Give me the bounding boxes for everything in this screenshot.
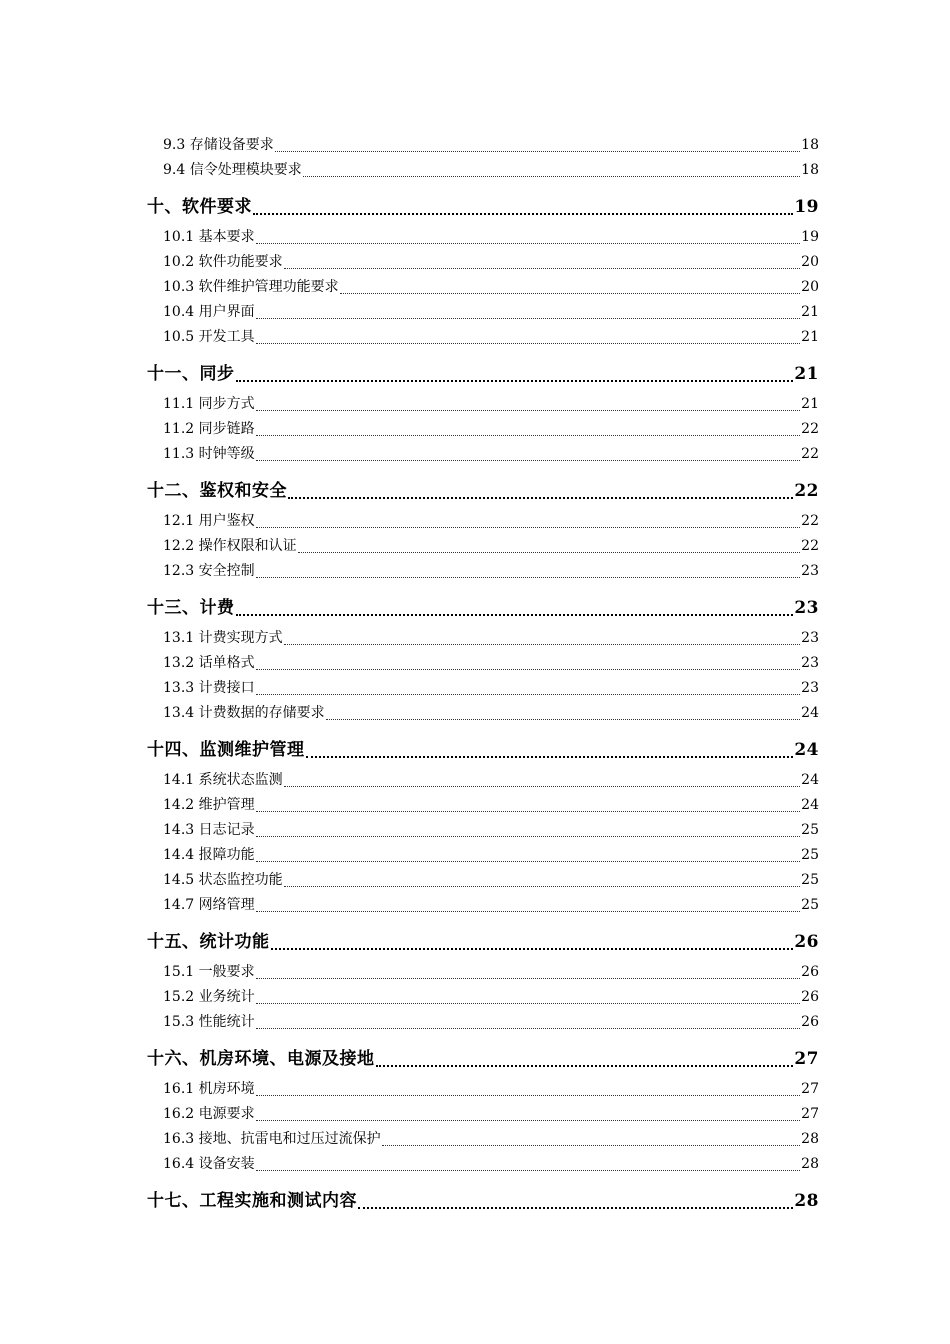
dot-leader — [236, 379, 794, 382]
toc-page-number: 23 — [801, 630, 819, 646]
toc-page-number: 25 — [801, 847, 819, 863]
toc-page-number: 23 — [794, 598, 819, 618]
toc-section-entry[interactable] — [147, 442, 819, 467]
toc-section-entry[interactable] — [147, 893, 819, 918]
toc-entry-title: 十、软件要求 — [147, 197, 252, 217]
toc-section-entry[interactable] — [147, 1010, 819, 1035]
dot-leader — [298, 551, 801, 553]
toc-page-number: 23 — [801, 563, 819, 579]
toc-page-number: 24 — [801, 797, 819, 813]
toc-entry-title: 14.5 状态监控功能 — [163, 872, 283, 888]
dot-leader — [256, 977, 801, 979]
toc-entry-title: 十七、工程实施和测试内容 — [147, 1191, 357, 1211]
toc-chapter-entry[interactable] — [147, 925, 819, 959]
toc-chapter-entry[interactable] — [147, 190, 819, 224]
toc-page-number: 24 — [801, 772, 819, 788]
toc-page-number: 25 — [801, 897, 819, 913]
toc-entry-title: 十三、计费 — [147, 598, 235, 618]
dot-leader — [271, 947, 794, 950]
toc-section-entry[interactable] — [147, 768, 819, 793]
toc-page-number: 27 — [801, 1106, 819, 1122]
toc-page-number: 22 — [801, 513, 819, 529]
toc-section-entry[interactable] — [147, 250, 819, 275]
toc-entry-title: 11.2 同步链路 — [163, 421, 255, 437]
toc-page-number: 22 — [801, 421, 819, 437]
toc-page-number: 26 — [801, 964, 819, 980]
toc-entry-title: 15.2 业务统计 — [163, 989, 255, 1005]
toc-section-entry[interactable] — [147, 225, 819, 250]
toc-entry-title: 16.3 接地、抗雷电和过压过流保护 — [163, 1131, 381, 1147]
toc-section-entry[interactable] — [147, 133, 819, 158]
toc-entry-title: 11.3 时钟等级 — [163, 446, 255, 462]
toc-entry-title: 12.3 安全控制 — [163, 563, 255, 579]
dot-leader — [284, 643, 801, 645]
dot-leader — [256, 835, 801, 837]
toc-entry-title: 10.5 开发工具 — [163, 329, 255, 345]
toc-page-number: 27 — [801, 1081, 819, 1097]
toc-page-number: 24 — [801, 705, 819, 721]
toc-section-entry[interactable] — [147, 1077, 819, 1102]
toc-page-number: 24 — [794, 740, 819, 760]
toc-page-number: 21 — [801, 396, 819, 412]
toc-entry-title: 14.1 系统状态监测 — [163, 772, 283, 788]
toc-section-entry[interactable] — [147, 1152, 819, 1177]
toc-section-entry[interactable] — [147, 392, 819, 417]
toc-chapter-entry[interactable] — [147, 1042, 819, 1076]
toc-section-entry[interactable] — [147, 275, 819, 300]
toc-page-number: 26 — [801, 989, 819, 1005]
toc-entry-title: 14.4 报障功能 — [163, 847, 255, 863]
dot-leader — [306, 755, 794, 758]
toc-entry-title: 16.4 设备安装 — [163, 1156, 255, 1172]
toc-page-number: 22 — [794, 481, 819, 501]
toc-page-number: 27 — [794, 1049, 819, 1069]
toc-page-number: 18 — [801, 137, 819, 153]
toc-entry-title: 10.2 软件功能要求 — [163, 254, 283, 270]
dot-leader — [236, 613, 794, 616]
toc-entry-title: 10.1 基本要求 — [163, 229, 255, 245]
toc-page-number: 22 — [801, 538, 819, 554]
dot-leader — [256, 1002, 801, 1004]
dot-leader — [275, 150, 800, 152]
toc-chapter-entry[interactable] — [147, 357, 819, 391]
dot-leader — [358, 1206, 793, 1209]
toc-page-number: 28 — [794, 1191, 819, 1211]
dot-leader — [288, 496, 793, 499]
dot-leader — [256, 459, 801, 461]
dot-leader — [284, 785, 801, 787]
toc-entry-title: 9.4 信令处理模块要求 — [163, 162, 302, 178]
toc-section-entry[interactable] — [147, 843, 819, 868]
dot-leader — [284, 267, 801, 269]
toc-section-entry[interactable] — [147, 300, 819, 325]
dot-leader — [256, 317, 801, 319]
toc-entry-title: 9.3 存储设备要求 — [163, 137, 274, 153]
toc-entry-title: 12.2 操作权限和认证 — [163, 538, 297, 554]
toc-page-number: 21 — [801, 304, 819, 320]
toc-page-number: 23 — [801, 680, 819, 696]
toc-section-entry[interactable] — [147, 818, 819, 843]
toc-section-entry[interactable] — [147, 158, 819, 183]
dot-leader — [284, 885, 801, 887]
toc-page-number: 26 — [801, 1014, 819, 1030]
toc-page-number: 21 — [801, 329, 819, 345]
toc-page-number: 22 — [801, 446, 819, 462]
toc-section-entry[interactable] — [147, 701, 819, 726]
table-of-contents — [147, 133, 819, 1219]
toc-page-number: 20 — [801, 279, 819, 295]
toc-entry-title: 12.1 用户鉴权 — [163, 513, 255, 529]
toc-entry-title: 14.2 维护管理 — [163, 797, 255, 813]
dot-leader — [326, 718, 801, 720]
toc-section-entry[interactable] — [147, 559, 819, 584]
toc-section-entry[interactable] — [147, 793, 819, 818]
toc-page-number: 21 — [794, 364, 819, 384]
toc-entry-title: 15.3 性能统计 — [163, 1014, 255, 1030]
dot-leader — [256, 342, 801, 344]
toc-entry-title: 10.3 软件维护管理功能要求 — [163, 279, 339, 295]
dot-leader — [256, 576, 801, 578]
toc-entry-title: 13.4 计费数据的存储要求 — [163, 705, 325, 721]
toc-section-entry[interactable] — [147, 676, 819, 701]
toc-section-entry[interactable] — [147, 1127, 819, 1152]
toc-entry-title: 10.4 用户界面 — [163, 304, 255, 320]
toc-section-entry[interactable] — [147, 626, 819, 651]
dot-leader — [256, 693, 801, 695]
dot-leader — [303, 175, 800, 177]
toc-entry-title: 14.7 网络管理 — [163, 897, 255, 913]
toc-entry-title: 11.1 同步方式 — [163, 396, 255, 412]
dot-leader — [382, 1144, 801, 1146]
dot-leader — [256, 434, 801, 436]
toc-entry-title: 十二、鉴权和安全 — [147, 481, 287, 501]
dot-leader — [256, 526, 801, 528]
toc-chapter-entry[interactable] — [147, 474, 819, 508]
toc-section-entry[interactable] — [147, 868, 819, 893]
dot-leader — [256, 242, 801, 244]
dot-leader — [256, 1169, 801, 1171]
toc-page-number: 25 — [801, 822, 819, 838]
toc-page-number: 19 — [794, 197, 819, 217]
toc-entry-title: 13.3 计费接口 — [163, 680, 255, 696]
toc-entry-title: 16.1 机房环境 — [163, 1081, 255, 1097]
toc-section-entry[interactable] — [147, 534, 819, 559]
toc-entry-title: 16.2 电源要求 — [163, 1106, 255, 1122]
dot-leader — [256, 910, 801, 912]
dot-leader — [256, 810, 801, 812]
dot-leader — [376, 1064, 794, 1067]
toc-chapter-entry[interactable] — [147, 733, 819, 767]
toc-page-number: 18 — [801, 162, 819, 178]
toc-page-number: 26 — [794, 932, 819, 952]
toc-section-entry[interactable] — [147, 960, 819, 985]
toc-page-number: 28 — [801, 1156, 819, 1172]
toc-section-entry[interactable] — [147, 1102, 819, 1127]
toc-page-number: 20 — [801, 254, 819, 270]
toc-section-entry[interactable] — [147, 325, 819, 350]
toc-section-entry[interactable] — [147, 985, 819, 1010]
dot-leader — [256, 860, 801, 862]
dot-leader — [256, 409, 801, 411]
toc-entry-title: 13.2 话单格式 — [163, 655, 255, 671]
toc-page-number: 19 — [801, 229, 819, 245]
toc-entry-title: 十四、监测维护管理 — [147, 740, 305, 760]
toc-section-entry[interactable] — [147, 509, 819, 534]
toc-chapter-entry[interactable] — [147, 591, 819, 625]
toc-entry-title: 十五、统计功能 — [147, 932, 270, 952]
dot-leader — [256, 1094, 801, 1096]
dot-leader — [256, 1027, 801, 1029]
toc-section-entry[interactable] — [147, 651, 819, 676]
toc-page-number: 28 — [801, 1131, 819, 1147]
toc-entry-title: 十六、机房环境、电源及接地 — [147, 1049, 375, 1069]
dot-leader — [253, 212, 793, 215]
toc-entry-title: 十一、同步 — [147, 364, 235, 384]
toc-entry-title: 15.1 一般要求 — [163, 964, 255, 980]
toc-section-entry[interactable] — [147, 417, 819, 442]
dot-leader — [256, 1119, 801, 1121]
dot-leader — [256, 668, 801, 670]
toc-page-number: 25 — [801, 872, 819, 888]
toc-entry-title: 13.1 计费实现方式 — [163, 630, 283, 646]
toc-chapter-entry[interactable] — [147, 1184, 819, 1218]
dot-leader — [340, 292, 801, 294]
toc-page-number: 23 — [801, 655, 819, 671]
toc-entry-title: 14.3 日志记录 — [163, 822, 255, 838]
